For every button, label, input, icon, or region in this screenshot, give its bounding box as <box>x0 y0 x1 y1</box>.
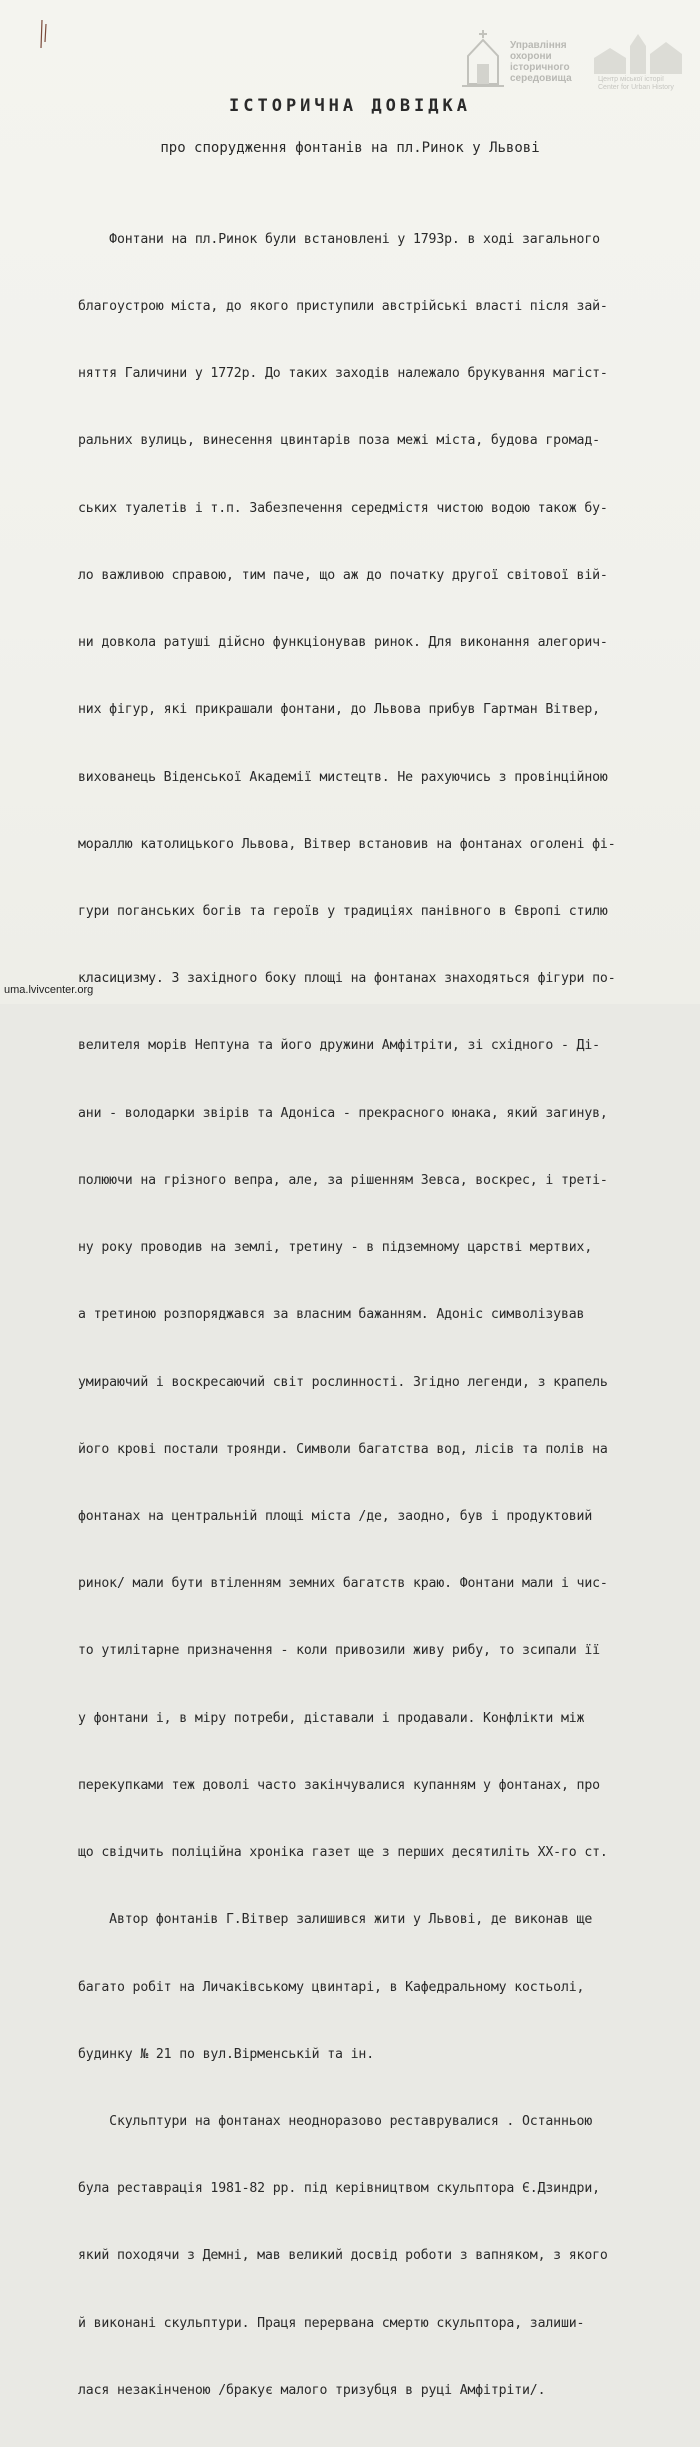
text-line: ських туалетів і т.п. Забезпечення середмістя чистою водою також бу- <box>78 500 608 516</box>
text-line: Автор фонтанів Г.Вітвер залишився жити у Львові, де виконав ще <box>78 1912 593 1928</box>
text-line: умираючий і воскресаючий світ рослинності. Згідно легенди, з крапель <box>78 1374 608 1390</box>
text-line: то утилітарне призначення - коли привозили живу рибу, то зсипали її <box>78 1643 600 1659</box>
pencil-mark-icon <box>38 18 50 58</box>
text-line: класицизму. З західного боку площі на фонтанах знаходяться фігури по- <box>78 971 616 987</box>
text-line: а третиною розпоряджався за власним бажанням. Адоніс символізував <box>78 1307 585 1323</box>
text-line: них фігур, які прикрашали фонтани, до Львова прибув Гартман Вітвер, <box>78 702 600 718</box>
text-line: ринок/ мали бути втіленням земних багатств краю. Фонтани мали і чис- <box>78 1576 608 1592</box>
text-line: благоустрою міста, до якого приступили австрійські власті після зай- <box>78 299 608 315</box>
watermark-logo <box>458 28 688 98</box>
text-line: мораллю католицького Львова, Вітвер встановив на фонтанах оголені фі- <box>78 836 616 852</box>
watermark-org-name: Управління охорони історичного середовища <box>510 40 572 84</box>
watermark-center-name: Центр міської історії Center for Urban History <box>598 76 674 91</box>
text-line: вихованець Віденської Академії мистецтв. Не рахуючись з провінційною <box>78 769 608 785</box>
text-line: ани - володарки звірів та Адоніса - прекрасного юнака, який загинув, <box>78 1105 608 1121</box>
text-line: Скульптури на фонтанах неодноразово реставрувалися . Останньою <box>78 2113 593 2129</box>
text-line: й виконані скульптури. Праця перервана смертю скульптора, залиши- <box>78 2315 585 2331</box>
city-skyline-icon <box>590 28 686 76</box>
text-line: велителя морів Нептуна та його дружини Амфітріти, зі східного - Ді- <box>78 1038 600 1054</box>
text-line: будинку № 21 по вул.Вірменській та ін. <box>78 2046 375 2062</box>
text-line: у фонтани і, в міру потреби, діставали і продавали. Конфлікти між <box>78 1710 585 1726</box>
document-subtitle: про спорудження фонтанів на пл.Ринок у Львові <box>160 140 540 156</box>
text-line: лася незакінченою /бракує малого тризубця в руці Амфітріти/. <box>78 2382 546 2398</box>
text-line: була реставрація 1981-82 рр. під керівництвом скульптора Є.Дзиндри, <box>78 2181 600 2197</box>
text-line: фонтанах на центральній площі міста /де, заодно, був і продуктовий <box>78 1508 593 1524</box>
text-line: що свідчить поліційна хроніка газет ще з перших десятиліть XX-го ст. <box>78 1845 608 1861</box>
text-line: перекупками теж доволі часто закінчувалися купанням у фонтанах, про <box>78 1777 600 1793</box>
text-line: ну року проводив на землі, третину - в підземному царстві мертвих, <box>78 1240 593 1256</box>
text-line: його крові постали троянди. Символи багатства вод, лісів та полів на <box>78 1441 608 1457</box>
text-line: багато робіт на Личаківському цвинтарі, в Кафедральному костьолі, <box>78 1979 585 1995</box>
document-title: ІСТОРИЧНА ДОВІДКА <box>229 96 471 116</box>
church-icon <box>458 28 508 88</box>
text-line: ральних вулиць, винесення цвинтарів поза межі міста, будова громад- <box>78 433 600 449</box>
document-body <box>78 184 678 2447</box>
text-line: ло важливою справою, тим паче, що аж до початку другої світової вій- <box>78 567 608 583</box>
text-line: полюючи на грізного вепра, але, за рішенням Зевса, воскрес, і треті- <box>78 1172 608 1188</box>
text-line: який походячи з Демні, мав великий досвід роботи з вапняком, з якого <box>78 2248 608 2264</box>
text-line: няття Галичини у 1772р. До таких заходів належало брукування магіст- <box>78 366 608 382</box>
text-line: ни довкола ратуші дійсно функціонував ринок. Для виконання алегорич- <box>78 635 608 651</box>
text-line: Фонтани на пл.Ринок були встановлені у 1793р. в ході загального <box>78 231 600 247</box>
text-line: гури поганських богів та героїв у традиціях панівного в Європі стилю <box>78 904 608 919</box>
source-url: uma.lvivcenter.org <box>4 984 94 996</box>
